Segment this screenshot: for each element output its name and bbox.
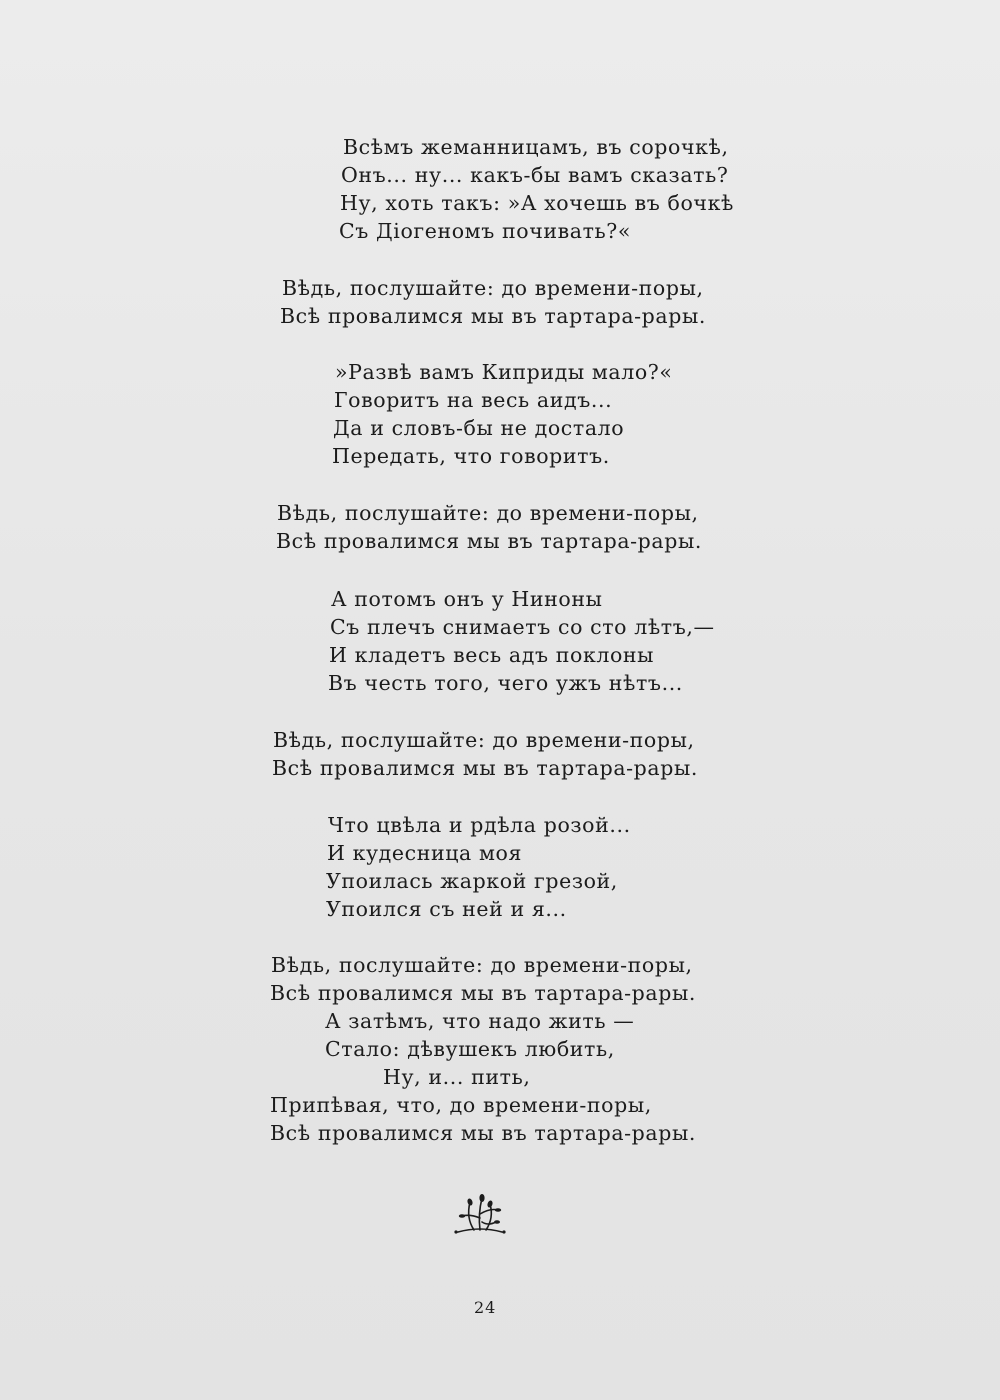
refrain-line: Всѣ провалимся мы въ тартара-рары. [270,1121,696,1145]
poem-line: И кладетъ весь адъ поклоны [329,643,655,667]
refrain-line: Вѣдь, послушайте: до времени-поры, [271,953,693,977]
refrain-line: Всѣ провалимся мы въ тартара-рары. [276,529,702,553]
refrain-line: Всѣ провалимся мы въ тартара-рары. [280,304,706,328]
poem-line: Передать, что говоритъ. [332,444,610,468]
poem-line: Ну, хоть такъ: »А хочешь въ бочкѣ [340,191,734,215]
poem-line: Упоилась жаркой грезой, [326,869,618,893]
refrain-line: Припѣвая, что, до времени-поры, [270,1093,652,1117]
poem-line: Всѣмъ жеманницамъ, въ сорочкѣ, [343,135,729,159]
refrain-line: Вѣдь, послушайте: до времени-поры, [282,276,704,300]
refrain-line: Всѣ провалимся мы въ тартара-рары. [272,756,698,780]
poem-line: И кудесница моя [327,841,522,865]
poem-line: Ну, и... пить, [383,1065,531,1089]
poem-line: »Развѣ вамъ Киприды мало?« [335,360,673,384]
poem-line: А потомъ онъ у Нинoны [331,587,603,611]
page-number: 24 [474,1298,497,1317]
refrain-line: Вѣдь, послушайте: до времени-поры, [273,728,695,752]
poem-line: Говоритъ на весь аидъ... [334,388,613,412]
poem-line: Въ честь того, чего ужъ нѣтъ... [328,671,683,695]
poem-line: Что цвѣла и рдѣла розой... [328,813,631,837]
floral-vignette-icon [452,1192,508,1236]
refrain-line: Вѣдь, послушайте: до времени-поры, [277,501,699,525]
poem-line: А затѣмъ, что надо жить — [325,1009,635,1033]
poem-line: Съ Діогеномъ почивать?« [339,219,632,243]
refrain-line: Всѣ провалимся мы въ тартара-рары. [270,981,696,1005]
poem-line: Стало: дѣвушекъ любить, [325,1037,615,1061]
poem-line: Онъ... ну... какъ-бы вамъ сказать? [341,163,729,187]
poem-line: Да и словъ-бы не достало [333,416,625,440]
poem-line: Упоился съ ней и я... [326,897,567,921]
poem-line: Съ плечъ снимаетъ со сто лѣтъ,— [330,615,715,639]
